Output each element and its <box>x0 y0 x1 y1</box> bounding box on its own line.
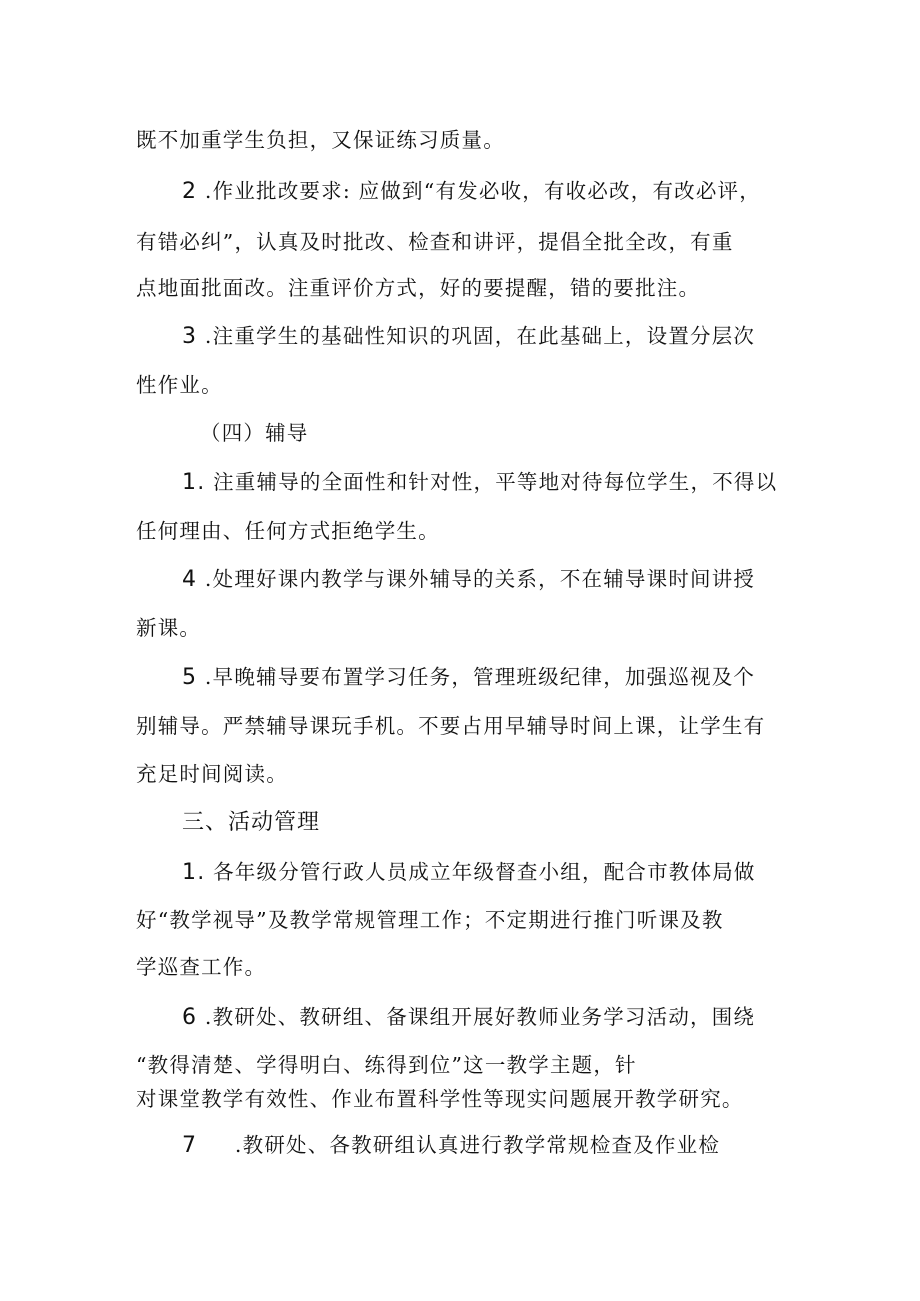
item-number: 2 <box>182 179 198 204</box>
text-line: 点地面批面改。注重评价方式，好的要提醒，错的要批注。 <box>136 276 701 300</box>
text-line: 新课。 <box>136 616 202 640</box>
text-line: 充足时间阅读。 <box>136 762 288 786</box>
text-line: 对课堂教学有效性、作业布置科学性等现实问题展开教学研究。 <box>136 1087 744 1111</box>
item-number: 5 <box>182 665 198 690</box>
list-item-line: 3 .注重学生的基础性知识的巩固，在此基础上，设置分层次 <box>182 324 756 349</box>
item-number: 1. <box>182 860 206 885</box>
item-number: 1. <box>182 470 206 495</box>
text-line: 别辅导。严禁辅导课玩手机。不要占用早辅导时间上课，让学生有 <box>136 714 766 738</box>
list-item-line: 7 .教研处、各教研组认真进行教学常规检查及作业检 <box>182 1133 721 1158</box>
text-line: 任何理由、任何方式拒绝学生。 <box>136 519 440 543</box>
item-number: 7 <box>182 1133 198 1158</box>
list-item-line: 1. 各年级分管行政人员成立年级督查小组，配合市教体局做 <box>182 860 756 885</box>
section-heading: 三、活动管理 <box>182 810 321 835</box>
list-item-line: 4 .处理好课内教学与课外辅导的关系，不在辅导课时间讲授 <box>182 567 756 592</box>
list-item-line: 1. 注重辅导的全面性和针对性，平等地对待每位学生，不得以 <box>182 470 778 495</box>
text-line: 性作业。 <box>136 373 223 397</box>
text-line: 学巡查工作。 <box>136 955 267 979</box>
list-item-line: 2 .作业批改要求: 应做到“有发必收，有收必改，有改必评， <box>182 179 761 204</box>
text-line: 好“教学视导”及教学常规管理工作；不定期进行推门听课及教 <box>136 908 724 932</box>
text-line: 有错必纠”，认真及时批改、检查和讲评，提倡全批全改，有重 <box>136 230 734 254</box>
item-number: 6 <box>182 1005 198 1030</box>
section-subheading: （四）辅导 <box>200 421 309 445</box>
text-line: “教得清楚、学得明白、练得到位”这一教学主题，针 <box>136 1053 637 1077</box>
list-item-line: 5 .早晚辅导要布置学习任务，管理班级纪律，加强巡视及个 <box>182 665 756 690</box>
list-item-line: 6 .教研处、教研组、备课组开展好教师业务学习活动，围绕 <box>182 1005 756 1030</box>
text-line: 既不加重学生负担，又保证练习质量。 <box>136 128 505 152</box>
item-number: 4 <box>182 567 198 592</box>
item-number: 3 <box>182 324 198 349</box>
